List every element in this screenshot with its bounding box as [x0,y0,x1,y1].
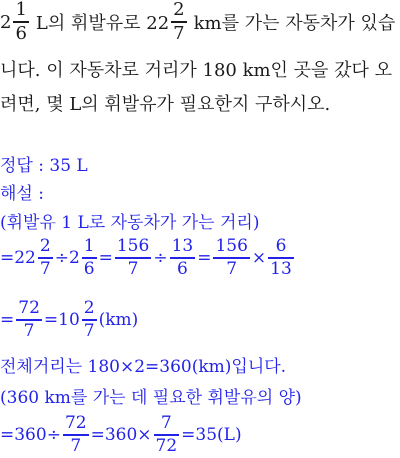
numerator: 156 [215,236,248,257]
step-1-text: (휘발유 1 L로 자동차가 가는 거리) [0,212,260,233]
denominator: 6 [83,258,95,279]
question-line-1 [0,2,395,42]
denominator: 72 [155,435,178,456]
numerator: 72 [18,298,40,319]
q-text-1: L의 휘발유로 22 [35,13,170,34]
numerator: 2 [39,236,51,257]
q-fraction-2-7 [171,1,186,42]
q-text-line-2: 니다. 이 자동차로 거리가 180 km인 곳을 갔다 오 [0,60,393,81]
s2-fraction-156-7-b [213,238,249,277]
s2-start: =22 [0,248,36,268]
s2-fraction-1-6 [82,238,97,277]
solution-step-3 [0,298,138,342]
s2-fraction-156-7 [115,238,151,277]
denominator: 7 [226,258,238,279]
s6-mid: =360× [90,425,152,445]
numerator: 1 [83,236,95,257]
denominator: 7 [83,320,95,341]
s6-fraction-7-72 [154,415,180,454]
solution-step-1 [0,207,259,233]
solution-step-4 [0,351,286,377]
denominator: 6 [15,22,27,44]
denominator: 13 [270,258,292,279]
solution-step-5 [0,382,302,408]
numerator: 156 [116,236,150,257]
q-text-2: km를 가는 자동차가 있습 [193,13,396,34]
s3-fraction-72-7 [16,300,42,339]
denominator: 7 [39,258,51,279]
denominator: 7 [70,435,82,456]
s2-equals-1: = [98,248,113,268]
s2-times: × [251,248,267,268]
s2-fraction-2-7 [38,238,53,277]
explanation-label [0,178,44,204]
answer-text: 정답 : 35 L [0,155,88,176]
s3-end: (km) [98,310,139,330]
denominator: 6 [176,258,188,279]
q-fraction-1-6 [13,1,28,42]
s2-divide-2: ÷2 [54,248,80,268]
s6-fraction-72-7 [63,415,89,454]
numerator: 6 [275,236,287,257]
s2-divide: ÷ [153,248,168,268]
numerator: 13 [171,236,194,257]
s6-start: =360÷ [0,425,61,445]
question-line-2 [0,55,392,83]
s2-fraction-6-13 [268,238,294,277]
s3-fraction-2-7 [82,300,97,339]
s3-mid: =10 [43,310,80,330]
answer-label [0,150,88,176]
denominator: 7 [127,258,139,279]
solution-step-2 [0,236,296,280]
s6-end: =35(L) [181,425,242,445]
denominator: 7 [23,320,35,341]
explanation-text: 해설 : [0,183,44,204]
step-4-text: 전체거리는 180×2=360(km)입니다. [0,356,287,377]
s2-equals-2: = [197,248,212,268]
step-5-text: (360 km를 가는 데 필요한 휘발유의 양) [0,387,302,408]
s3-start: = [0,310,15,330]
numerator: 7 [160,413,172,434]
q-whole-2: 2 [0,11,12,33]
solution-step-6 [0,412,242,458]
question-line-3 [0,89,330,117]
q-text-line-3: 려면, 몇 L의 휘발유가 필요한지 구하시오. [0,94,331,115]
numerator: 1 [15,0,27,21]
denominator: 7 [173,22,185,44]
numerator: 2 [83,298,95,319]
s2-fraction-13-6 [170,238,196,277]
numerator: 72 [64,413,87,434]
numerator: 2 [173,0,185,21]
